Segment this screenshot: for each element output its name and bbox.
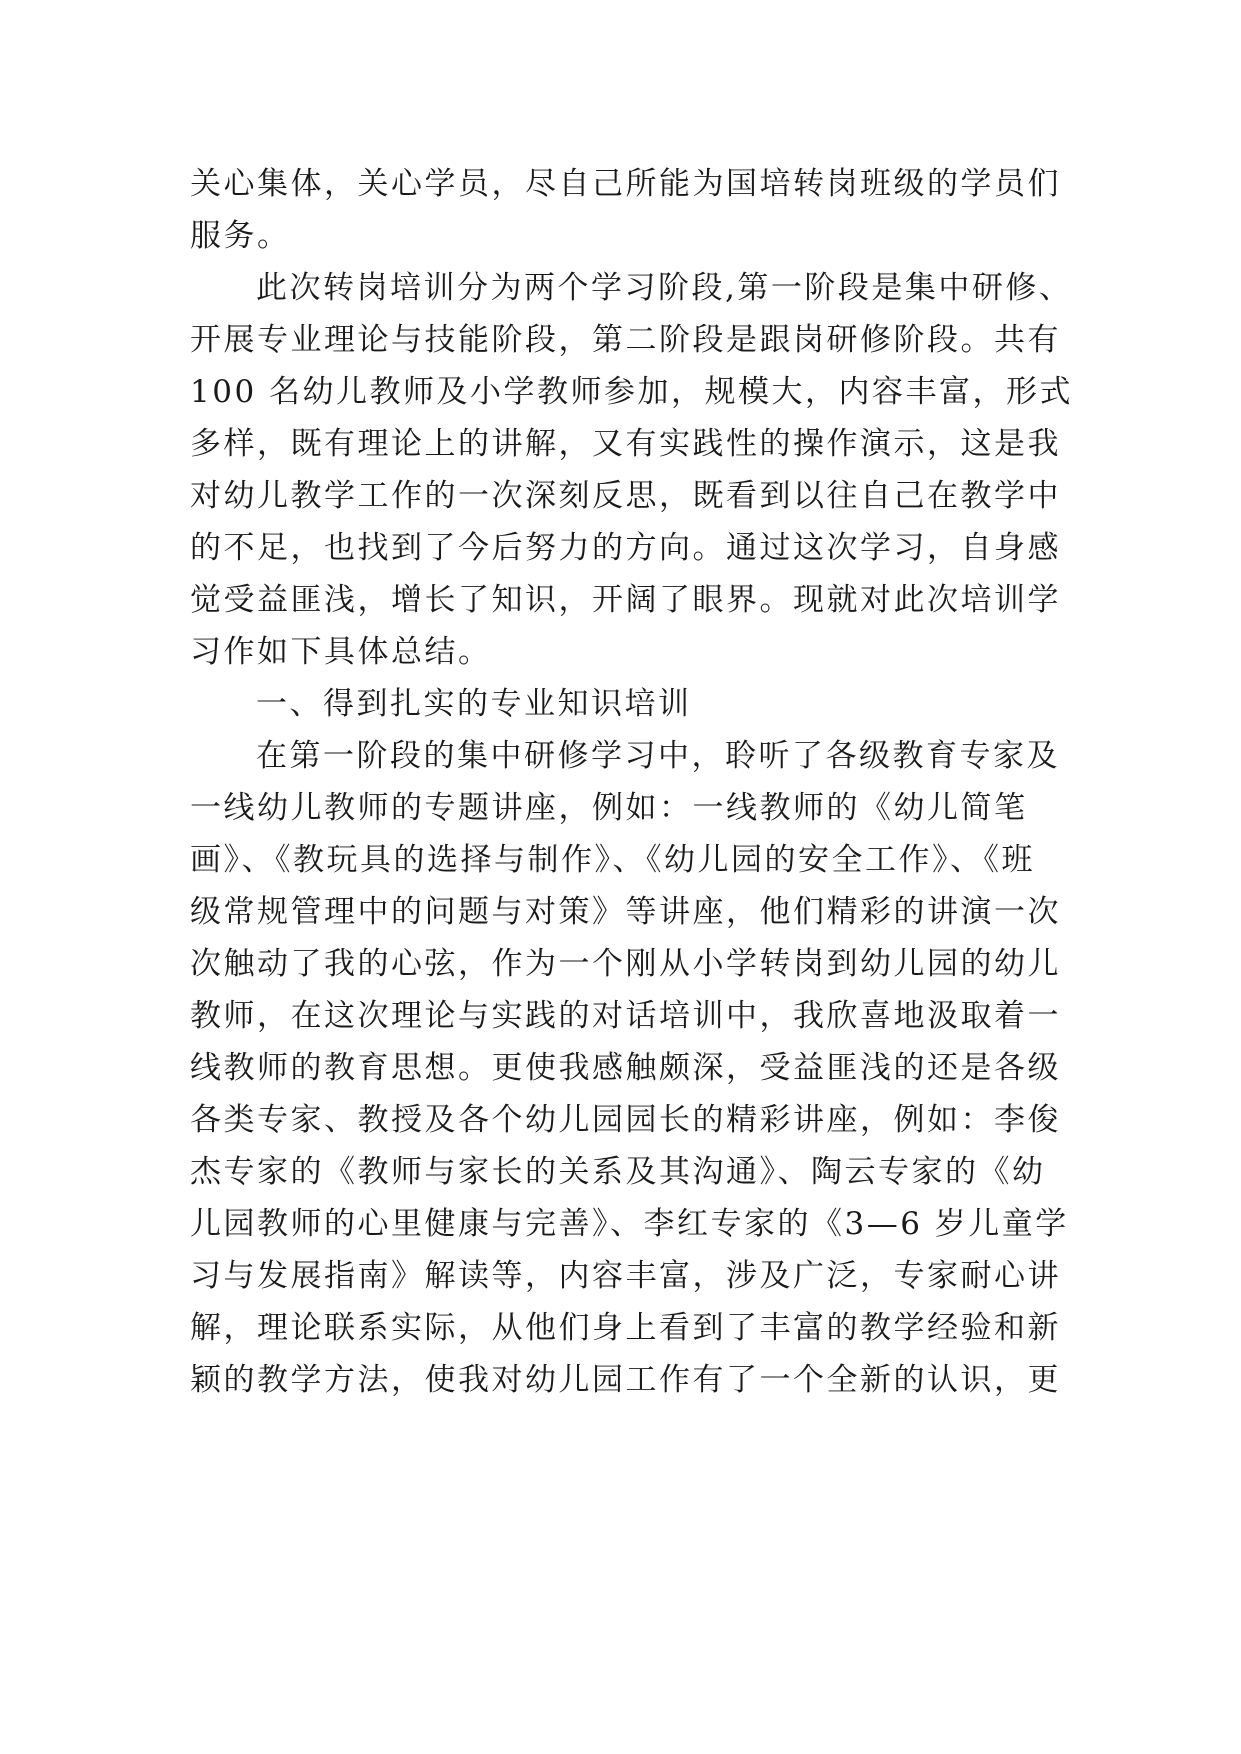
text-line: 开展专业理论与技能阶段，第二阶段是跟岗研修阶段。共有: [190, 322, 1061, 358]
text-line: 的不足，也找到了今后努力的方向。通过这次学习，自身感: [190, 530, 1061, 566]
text-line: 在第一阶段的集中研修学习中，聆听了各级教育专家及: [256, 738, 1060, 774]
text-line: 一、得到扎实的专业知识培训: [256, 686, 692, 722]
text-line: 多样，既有理论上的讲解，又有实践性的操作演示，这是我: [190, 426, 1061, 462]
text-line: 儿园教师的心里健康与完善》、李红专家的《3—6 岁儿童学: [190, 1206, 1069, 1242]
text-line: 对幼儿教学工作的一次深刻反思，既看到以往自己在教学中: [190, 478, 1061, 514]
text-line: 习与发展指南》解读等，内容丰富，涉及广泛，专家耐心讲: [190, 1258, 1061, 1294]
body-text: [190, 158, 1090, 1406]
text-line: 线教师的教育思想。更使我感触颇深，受益匪浅的还是各级: [190, 1050, 1061, 1086]
text-line: 关心集体，关心学员，尽自己所能为国培转岗班级的学员们: [190, 166, 1061, 202]
text-line: 服务。: [190, 218, 291, 254]
text-line: 画》、《教玩具的选择与制作》、《幼儿园的安全工作》、《班: [190, 842, 1035, 878]
text-line: 级常规管理中的问题与对策》等讲座，他们精彩的讲演一次: [190, 894, 1061, 930]
text-line: 解，理论联系实际，从他们身上看到了丰富的教学经验和新: [190, 1310, 1061, 1346]
text-line: 此次转岗培训分为两个学习阶段,第一阶段是集中研修、: [256, 270, 1073, 306]
text-line: 100 名幼儿教师及小学教师参加，规模大，内容丰富，形式: [190, 374, 1074, 410]
text-line: 觉受益匪浅，增长了知识，开阔了眼界。现就对此次培训学: [190, 582, 1061, 618]
text-line: 颖的教学方法，使我对幼儿园工作有了一个全新的认识，更: [190, 1362, 1061, 1398]
text-line: 习作如下具体总结。: [190, 634, 492, 670]
text-line: 教师，在这次理论与实践的对话培训中，我欣喜地汲取着一: [190, 998, 1061, 1034]
text-line: 次触动了我的心弦，作为一个刚从小学转岗到幼儿园的幼儿: [190, 946, 1061, 982]
text-line: 各类专家、教授及各个幼儿园园长的精彩讲座，例如：李俊: [190, 1102, 1061, 1138]
text-line: 杰专家的《教师与家长的关系及其沟通》、陶云专家的《幼: [190, 1154, 1046, 1190]
text-line: 一线幼儿教师的专题讲座，例如：一线教师的《幼儿简笔: [190, 790, 1028, 826]
